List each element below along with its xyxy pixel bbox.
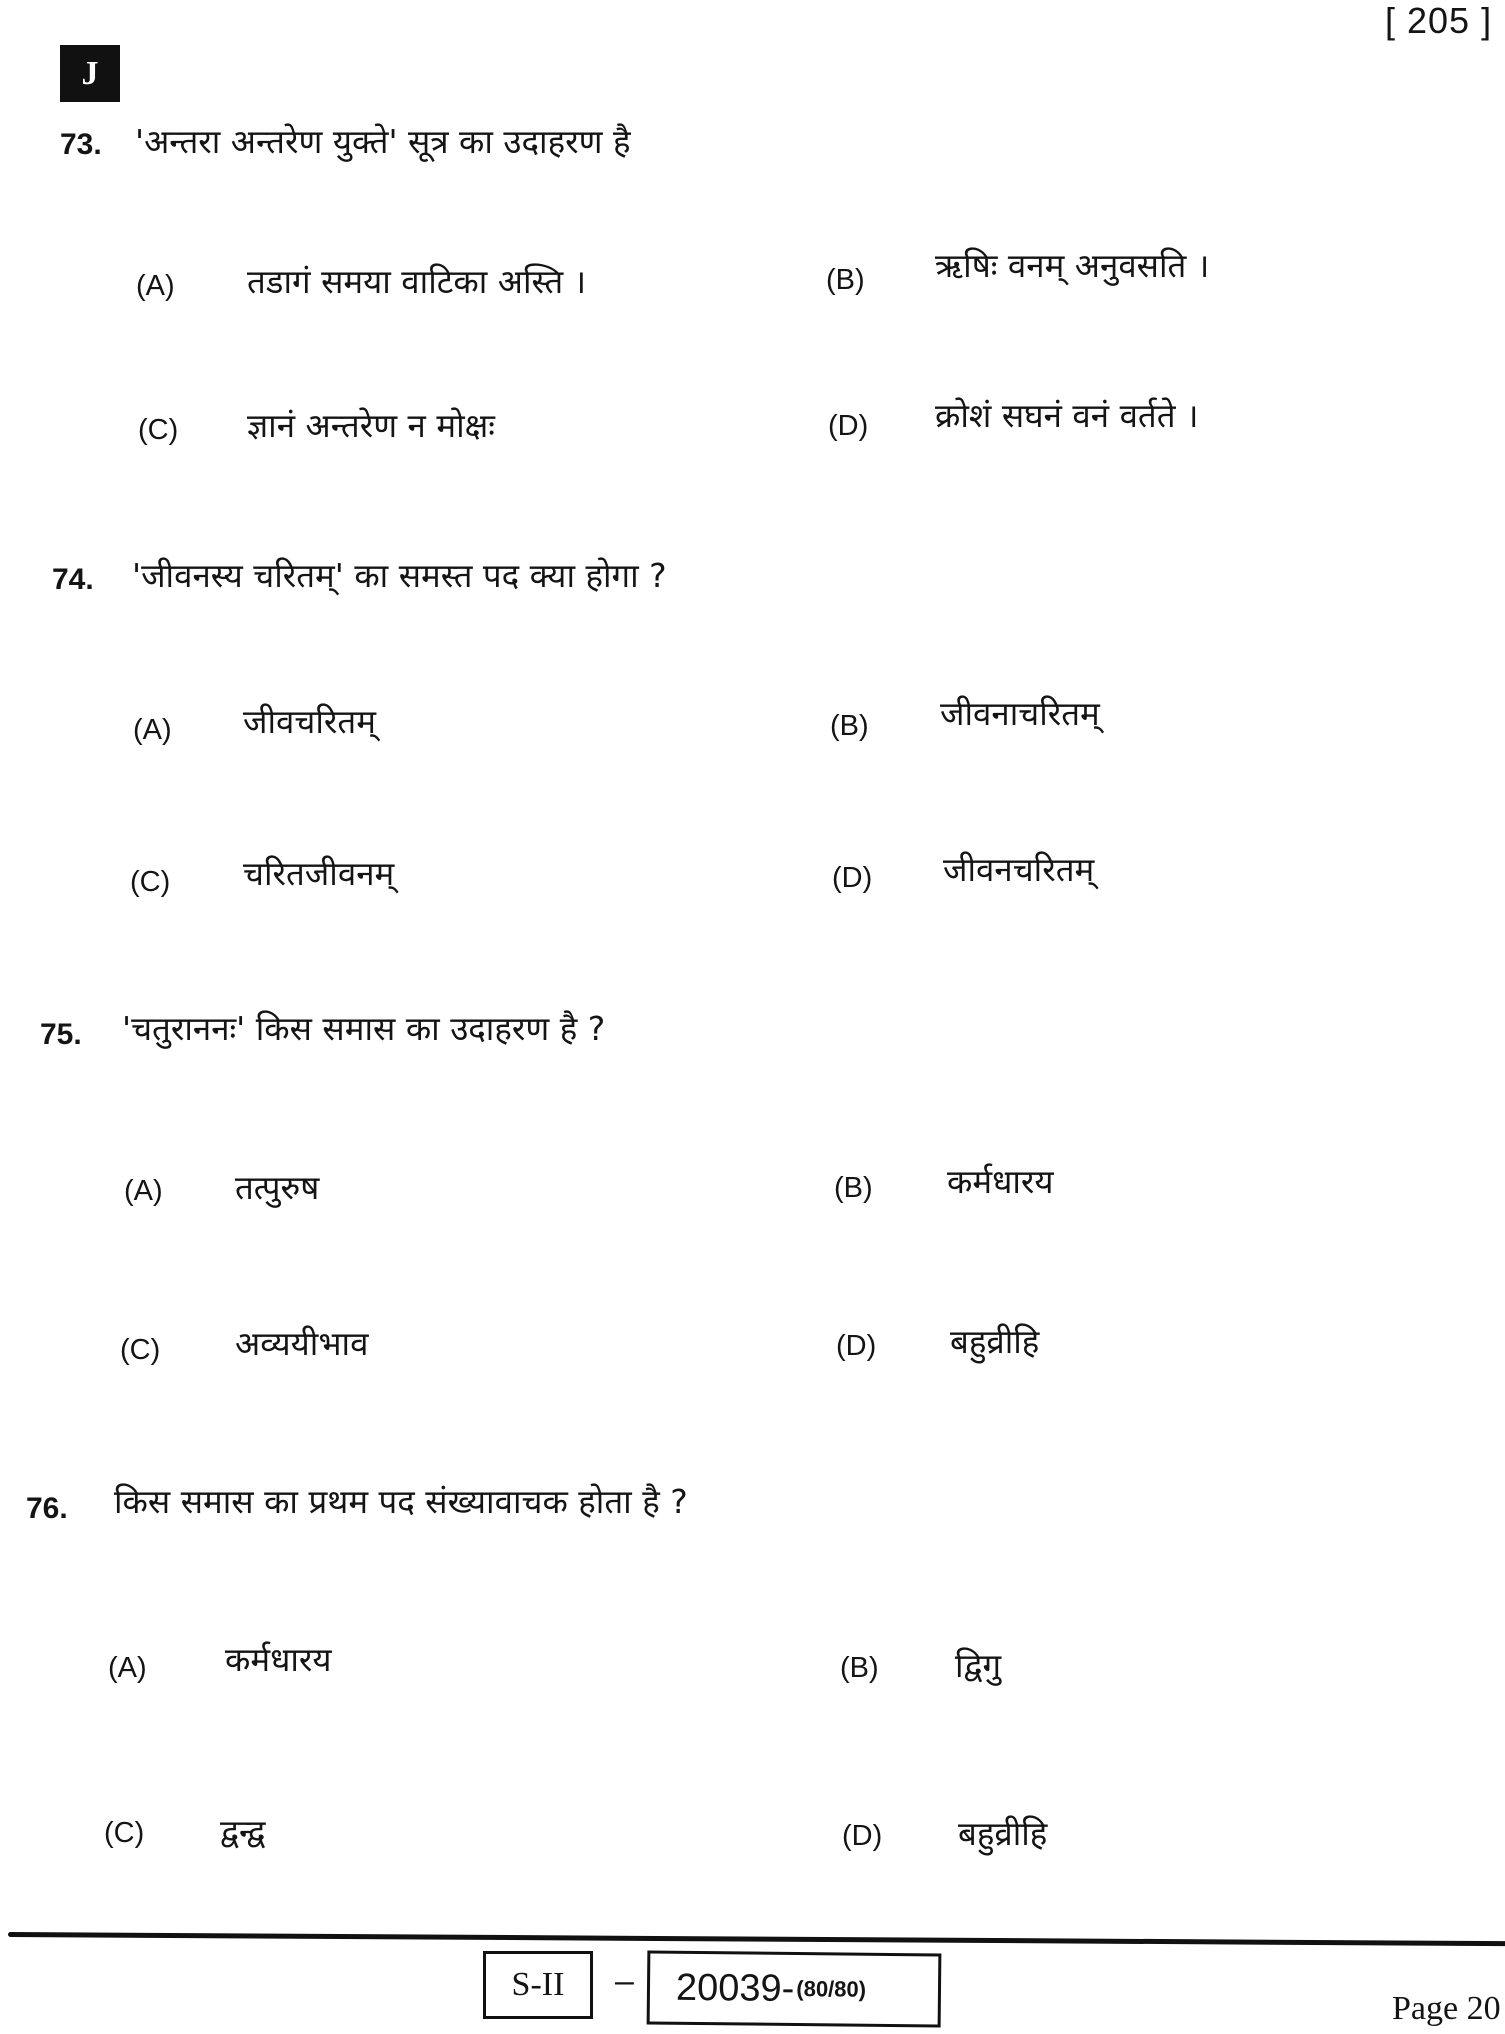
page-label: Page 20 bbox=[1392, 1990, 1501, 2027]
option-label-d: (D) bbox=[832, 862, 873, 894]
option-text-b[interactable]: ऋषिः वनम् अनुवसति । bbox=[935, 246, 1210, 285]
option-text-a[interactable]: तत्पुरुष bbox=[235, 1168, 320, 1207]
option-text-b[interactable]: कर्मधारय bbox=[947, 1162, 1054, 1201]
option-label-c: (C) bbox=[104, 1817, 145, 1849]
option-label-b: (B) bbox=[826, 264, 865, 296]
series-code-box bbox=[483, 1951, 593, 2019]
footer-divider bbox=[8, 1932, 1505, 1946]
option-label-b: (B) bbox=[840, 1652, 879, 1684]
option-label-b: (B) bbox=[834, 1172, 873, 1204]
paper-count: (80/80) bbox=[796, 1976, 867, 2002]
option-label-a: (A) bbox=[136, 270, 175, 302]
option-label-d: (D) bbox=[842, 1820, 883, 1852]
series-code: S-II bbox=[511, 1966, 565, 2003]
set-code-badge: J bbox=[60, 45, 120, 102]
question-number: 76. bbox=[26, 1492, 68, 1525]
option-label-c: (C) bbox=[130, 866, 171, 898]
option-text-d[interactable]: जीवनचरितम् bbox=[943, 850, 1095, 889]
option-text-a[interactable]: कर्मधारय bbox=[225, 1640, 332, 1679]
question-text: किस समास का प्रथम पद संख्यावाचक होता है ? bbox=[114, 1482, 688, 1521]
option-text-a[interactable]: तडागं समया वाटिका अस्ति । bbox=[247, 262, 587, 301]
question-text: 'जीवनस्य चरितम्' का समस्त पद क्या होगा ? bbox=[132, 556, 667, 595]
option-text-c[interactable]: अव्ययीभाव bbox=[235, 1324, 369, 1363]
question-number: 73. bbox=[60, 128, 102, 161]
question-number: 75. bbox=[40, 1018, 82, 1051]
option-text-b[interactable]: द्विगु bbox=[955, 1646, 1002, 1685]
paper-code: 20039- bbox=[675, 1966, 795, 2010]
option-label-a: (A) bbox=[108, 1652, 147, 1684]
paper-code-box bbox=[647, 1950, 942, 2027]
option-text-d[interactable]: बहुव्रीहि bbox=[958, 1814, 1048, 1853]
option-text-c[interactable]: ज्ञानं अन्तरेण न मोक्षः bbox=[247, 406, 495, 445]
footer-separator: – bbox=[615, 1962, 634, 2000]
option-text-c[interactable]: चरितजीवनम् bbox=[243, 854, 395, 893]
option-text-d[interactable]: बहुव्रीहि bbox=[950, 1322, 1040, 1361]
option-label-b: (B) bbox=[830, 710, 869, 742]
option-label-c: (C) bbox=[138, 414, 179, 446]
option-label-d: (D) bbox=[828, 410, 869, 442]
option-label-a: (A) bbox=[133, 714, 172, 746]
option-text-b[interactable]: जीवनाचरितम् bbox=[940, 694, 1100, 733]
question-text: 'अन्तरा अन्तरेण युक्ते' सूत्र का उदाहरण है bbox=[135, 122, 631, 161]
option-text-a[interactable]: जीवचरितम् bbox=[243, 702, 376, 741]
option-label-a: (A) bbox=[124, 1175, 163, 1207]
question-text: 'चतुराननः' किस समास का उदाहरण है ? bbox=[122, 1009, 606, 1048]
option-label-d: (D) bbox=[836, 1330, 877, 1362]
question-number: 74. bbox=[52, 563, 94, 596]
option-text-c[interactable]: द्वन्द्व bbox=[220, 1812, 266, 1851]
page-number: [ 205 ] bbox=[1385, 0, 1493, 41]
option-text-d[interactable]: क्रोशं सघनं वनं वर्तते । bbox=[935, 396, 1199, 435]
option-label-c: (C) bbox=[120, 1334, 161, 1366]
